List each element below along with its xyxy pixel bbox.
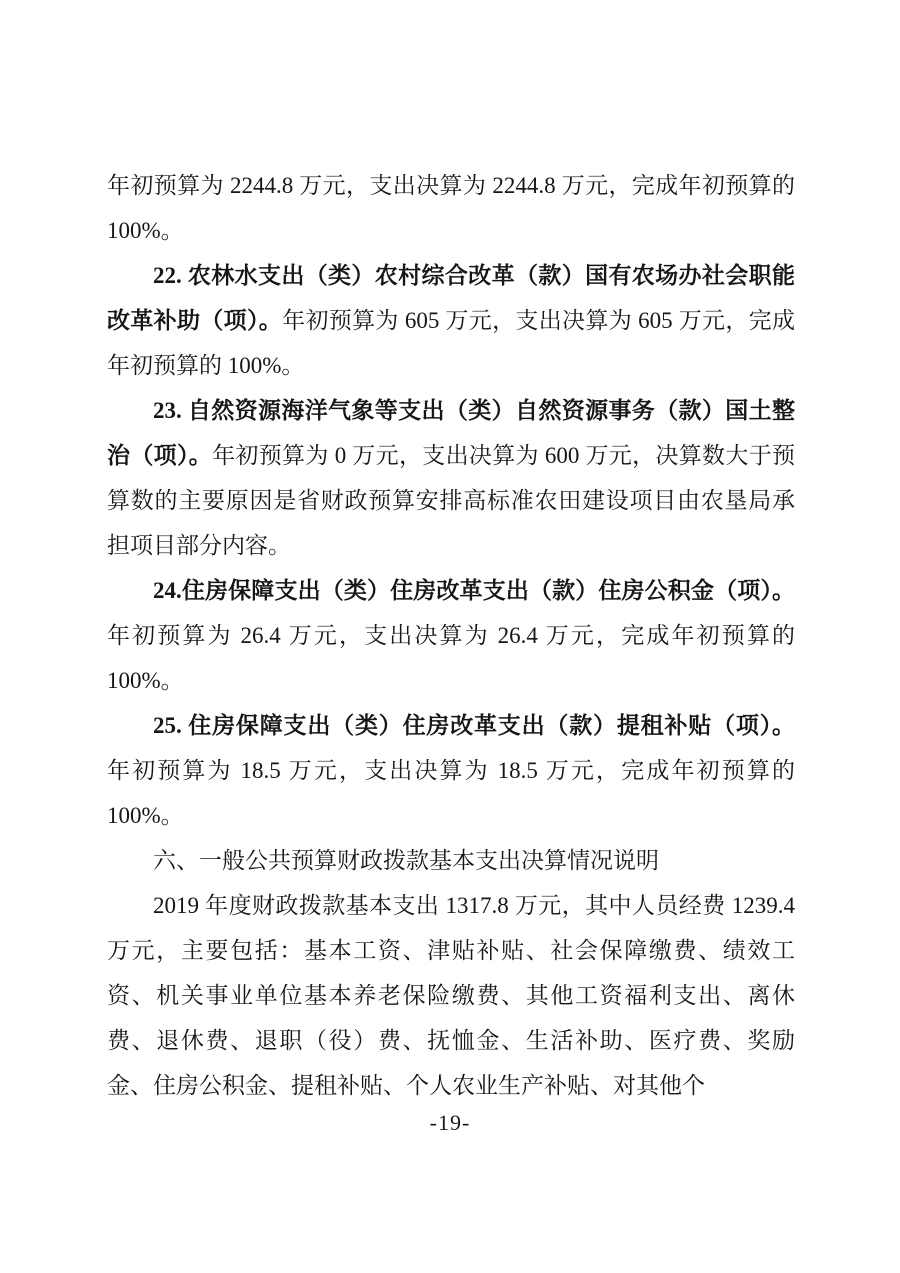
paragraph-continuation [107,163,795,253]
paragraph-item-22 [107,253,795,388]
paragraph-continuation-text: 年初预算为 2244.8 万元，支出决算为 2244.8 万元，完成年初预算的 100%。 [107,173,795,243]
section-6-body [107,883,795,1108]
page-number: -19- [429,1110,471,1135]
item-22-heading: 22. 农林水支出（类）农村综合改革（款）国有农场办社会职能改革补助（项）。 [107,263,795,333]
document-body [107,163,795,1108]
section-6-heading-text: 六、一般公共预算财政拨款基本支出决算情况说明 [153,848,659,873]
item-25-heading: 25. 住房保障支出（类）住房改革支出（款）提租补贴（项）。 [153,713,795,738]
section-6-heading [107,838,795,883]
item-23-body: 年初预算为 0 万元，支出决算为 600 万元，决算数大于预算数的主要原因是省财政预算安排高标准农田建设项目由农垦局承担项目部分内容。 [107,443,796,558]
item-25-body: 年初预算为 18.5 万元，支出决算为 18.5 万元，完成年初预算的 100%。 [107,758,795,828]
item-24-body: 年初预算为 26.4 万元，支出决算为 26.4 万元，完成年初预算的 100%。 [107,623,795,693]
paragraph-item-23 [107,388,795,568]
paragraph-item-24 [107,568,795,703]
item-22-body: 年初预算为 605 万元，支出决算为 605 万元，完成年初预算的 100%。 [107,308,796,378]
section-6-body-text: 2019 年度财政拨款基本支出 1317.8 万元，其中人员经费 1239.4 万元，主要包括：基本工资、津贴补贴、社会保障缴费、绩效工资、机关事业单位基本养老保险缴费、其他工资福利支出、离休费、退休费、退职（役）费、抚恤金、生活补助、医疗费、奖励金、住房公积金、提租补贴、个人农业生产补贴、对其他个 [107,893,795,1098]
item-24-heading: 24.住房保障支出（类）住房改革支出（款）住房公积金（项）。 [153,578,795,603]
paragraph-item-25 [107,703,795,838]
item-23-heading: 23. 自然资源海洋气象等支出（类）自然资源事务（款）国土整治（项）。 [107,398,795,468]
